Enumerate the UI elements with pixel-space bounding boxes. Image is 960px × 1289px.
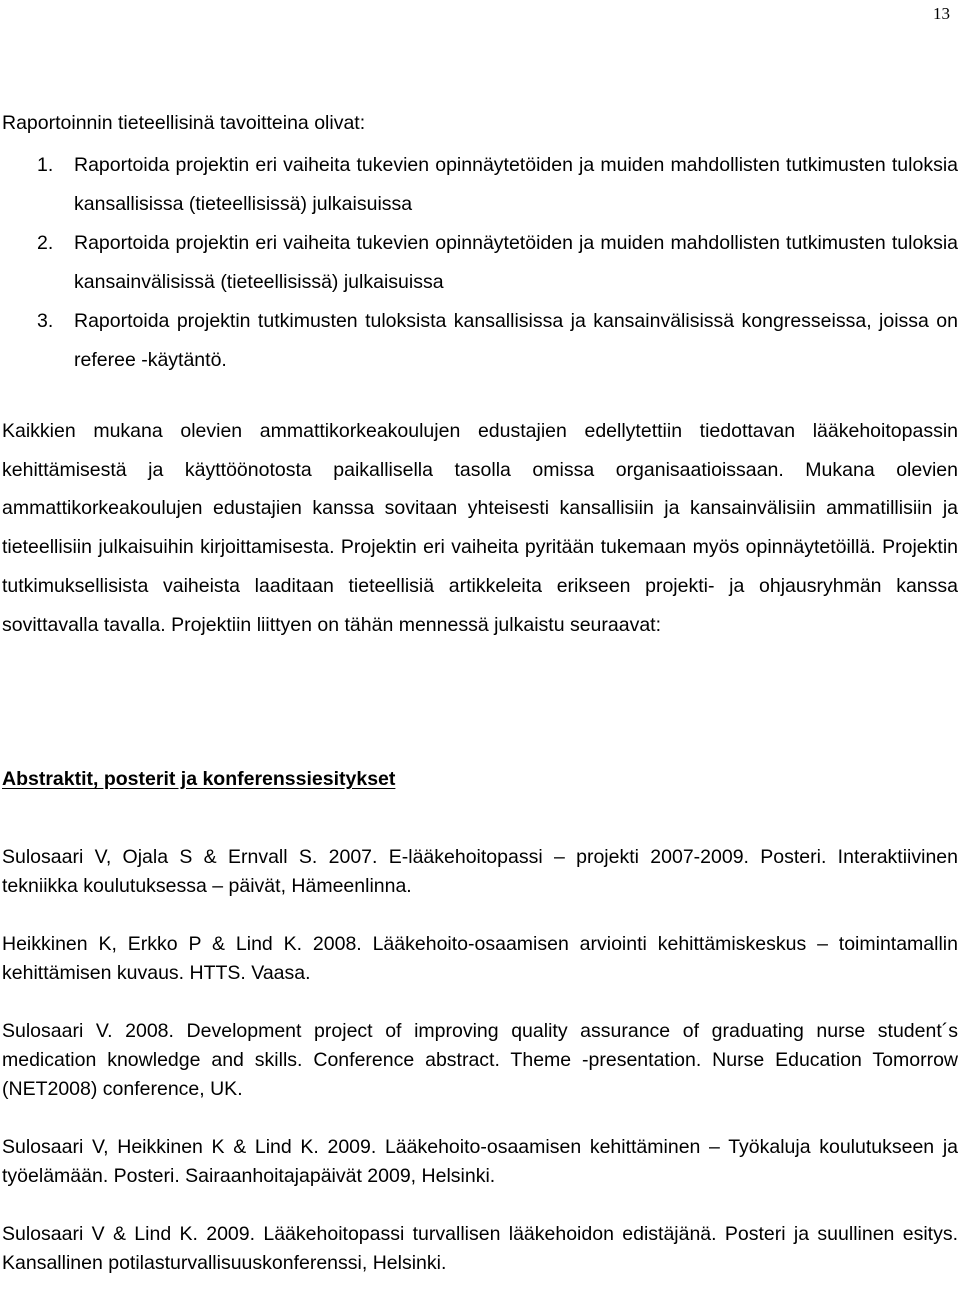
goal-text: Raportoida projektin tutkimusten tuloksista kansallisissa ja kansainvälisissä kongresseissa, joissa on referee -käytäntö. — [74, 310, 958, 371]
goal-number: 2. — [37, 232, 54, 254]
reference-item: Sulosaari V. 2008. Development project of improving quality assurance of graduating nurse student´s medication knowledge and skills. Conference abstract. Theme -presentation. Nurse Education Tomorrow (NET2008) conference, UK. — [2, 1020, 958, 1100]
section-heading: Abstraktit, posterit ja konferenssiesitykset — [2, 768, 396, 790]
reference-list — [2, 843, 958, 1278]
body-paragraph: Kaikkien mukana olevien ammattikorkeakoulujen edustajien edellytettiin tiedottavan lääkehoitopassin kehittämisestä ja käyttöönotosta paikallisella tasolla omissa organisaatioissaan. Mukana olevien ammattikorkeakoulujen edustajien kanssa sovitaan yhteisesti kansallisiin ja kansainvälisiin ammatillisiin ja tieteellisiin julkaisuihin kirjoittamisesta. Projektin eri vaiheita pyritään tukemaan myös opinnäytetöillä. Projektin tutkimuksellisista vaiheista laaditaan tieteellisiä artikkeleita erikseen projekti- ja ohjausryhmän kanssa sovittavalla tavalla. Projektiin liittyen on tähän mennessä julkaistu seuraavat: — [2, 420, 958, 636]
goal-item — [0, 146, 958, 224]
goal-text: Raportoida projektin eri vaiheita tukevien opinnäytetöiden ja muiden mahdollisten tutkimusten tuloksia kansainvälisissä (tieteellisissä) julkaisuissa — [74, 232, 958, 293]
reference-item: Sulosaari V, Heikkinen K & Lind K. 2009. Lääkehoito-osaamisen kehittäminen – Työkaluja koulutukseen ja työelämään. Posteri. Sairaanhoitajapäivät 2009, Helsinki. — [2, 1136, 958, 1187]
goal-list — [0, 146, 958, 380]
reference-item: Sulosaari V & Lind K. 2009. Lääkehoitopassi turvallisen lääkehoidon edistäjänä. Posteri ja suullinen esitys. Kansallinen potilasturvallisuuskonferenssi, Helsinki. — [2, 1223, 958, 1274]
goal-number: 1. — [37, 154, 54, 176]
intro-text: Raportoinnin tieteellisinä tavoitteina olivat: — [2, 112, 366, 134]
goal-number: 3. — [37, 310, 54, 332]
goal-item — [0, 224, 958, 302]
goal-item — [0, 302, 958, 380]
page-number: 13 — [933, 4, 950, 23]
reference-item: Sulosaari V, Ojala S & Ernvall S. 2007. E-lääkehoitopassi – projekti 2007-2009. Posteri. Interaktiivinen tekniikka koulutuksessa – päivät, Hämeenlinna. — [2, 846, 958, 897]
reference-item: Heikkinen K, Erkko P & Lind K. 2008. Lääkehoito-osaamisen arviointi kehittämiskeskus – toimintamallin kehittämisen kuvaus. HTTS. Vaasa. — [2, 933, 958, 984]
goal-text: Raportoida projektin eri vaiheita tukevien opinnäytetöiden ja muiden mahdollisten tutkimusten tuloksia kansallisissa (tieteellisissä) julkaisuissa — [74, 154, 958, 215]
